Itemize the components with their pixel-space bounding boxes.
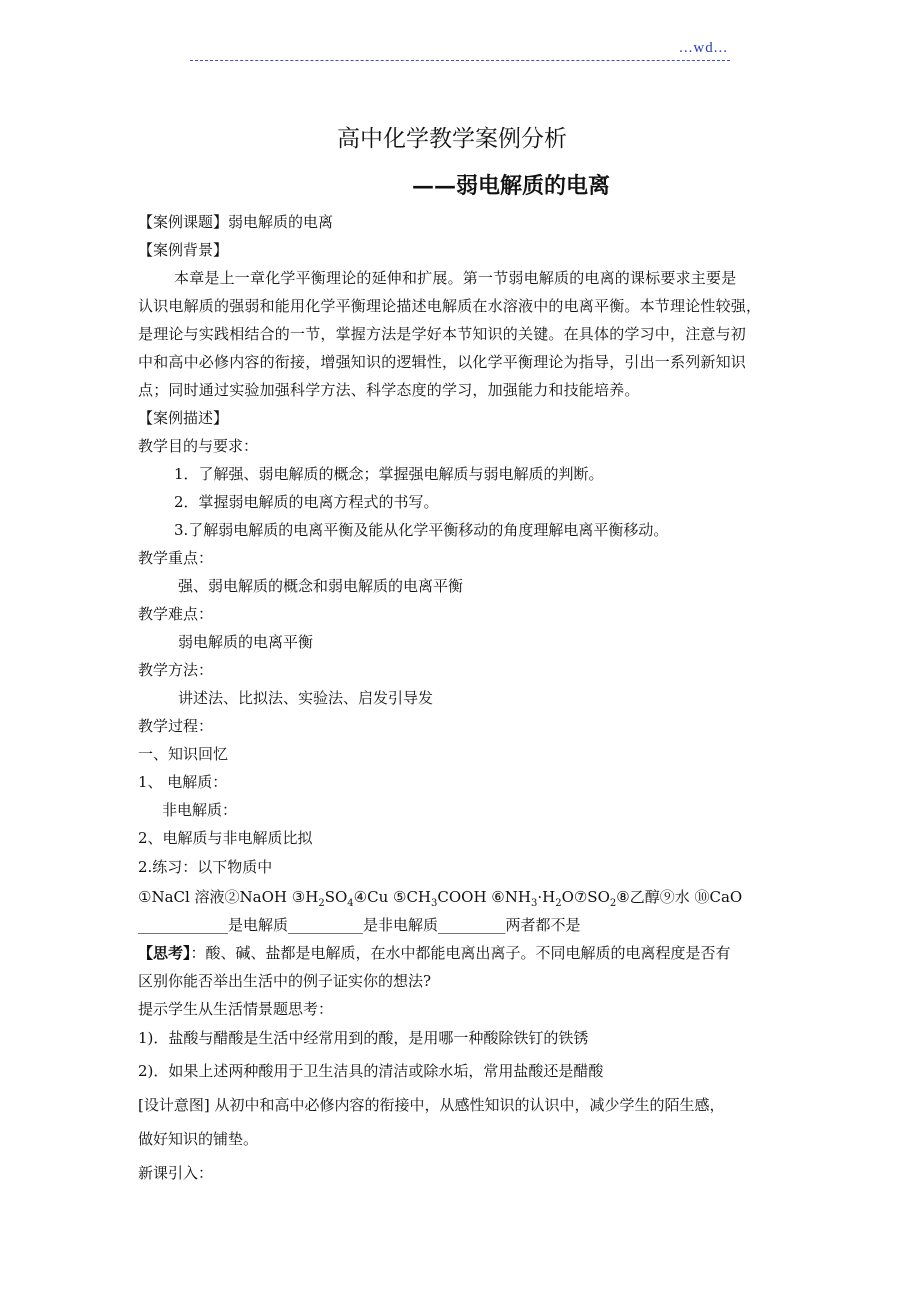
background-paragraph xyxy=(138,264,788,404)
difficulty-label: 教学难点： xyxy=(138,605,214,623)
paragraph-line: 本章是上一章化学平衡理论的延伸和扩展。第一节弱电解质的电离的课标要求主要是 xyxy=(174,269,737,287)
difficulty-value: 弱电解质的电离平衡 xyxy=(178,633,314,651)
design-intent: [设计意图] 从初中和高中必修内容的衔接中，从感性知识的认识中，减少学生的陌生感， xyxy=(138,1096,725,1114)
method-value: 讲述法、比拟法、实验法、启发引导发 xyxy=(178,689,434,707)
focus-label: 教学重点： xyxy=(138,549,214,567)
substance-text: SO xyxy=(324,888,348,906)
goal-item: 2．掌握弱电解质的电离方程式的书写。 xyxy=(174,493,439,511)
background-label: 【案例背景】 xyxy=(138,241,229,259)
question-item: 1)．盐酸与醋酸是生活中经常用到的酸，是用哪一种酸除铁钉的铁锈 xyxy=(138,1029,589,1047)
method-label: 教学方法： xyxy=(138,661,214,679)
practice-label: 2.练习：以下物质中 xyxy=(138,858,273,876)
goal-item: 3.了解弱电解质的电离平衡及能从化学平衡移动的角度理解电离平衡移动。 xyxy=(174,521,669,539)
design-intent: 做好知识的铺垫。 xyxy=(138,1130,259,1148)
subscript: 2 xyxy=(318,898,325,909)
list-item: 2、电解质与非电解质比拟 xyxy=(138,829,313,847)
goals-label: 教学目的与要求： xyxy=(138,437,259,455)
substance-list xyxy=(138,883,788,911)
substance-text: O⑦SO xyxy=(561,888,610,906)
new-lesson-label: 新课引入： xyxy=(138,1164,214,1182)
paragraph-line: 点；同时通过实验加强科学方法、科学态度的学习，加强能力和技能培养。 xyxy=(138,381,640,399)
substance-text: ①NaCl 溶液②NaOH ③H xyxy=(138,888,319,906)
paragraph-line: 是理论与实践相结合的一节，掌握方法是学好本节知识的关键。在具体的学习中，注意与初 xyxy=(138,325,747,343)
think-text: ：酸、碱、盐都是电解质，在水中都能电离出离子。不同电解质的电离程度是否有 xyxy=(190,944,731,962)
paragraph-line: 中和高中必修内容的衔接，增强知识的逻辑性，以化学平衡理论为指导，引出一系列新知识 xyxy=(138,353,747,371)
description-label: 【案例描述】 xyxy=(138,409,229,427)
header-mark: ...wd... xyxy=(679,40,728,56)
subscript: 2 xyxy=(555,898,562,909)
blank-line: ____________是电解质__________是非电解质_________两者都不是 xyxy=(138,916,581,934)
subscript: 4 xyxy=(347,898,354,909)
subscript: 2 xyxy=(609,898,617,909)
list-item: 1、 电解质： xyxy=(138,773,228,791)
question-item: 2)．如果上述两种酸用于卫生洁具的清洁或除水垢，常用盐酸还是醋酸 xyxy=(138,1062,604,1080)
substance-text: ·H xyxy=(537,888,556,906)
hint-line: 提示学生从生活情景题思考： xyxy=(138,1000,334,1018)
topic-line xyxy=(138,208,788,236)
focus-value: 强、弱电解质的概念和弱电解质的电离平衡 xyxy=(178,577,464,595)
list-item: 非电解质： xyxy=(162,801,238,819)
subscript: 3 xyxy=(431,898,438,909)
substance-text: COOH ⑥NH xyxy=(437,888,531,906)
think-line-2: 区别你能否举出生活中的例子证实你的想法? xyxy=(138,972,432,990)
page-subtitle: ——弱电解质的电离 xyxy=(412,173,611,199)
substance-text: ④Cu ⑤CH xyxy=(353,888,431,906)
paragraph-line: 认识电解质的强弱和能用化学平衡理论描述电解质在水溶液中的电离平衡。本节理论性较强， xyxy=(138,297,762,315)
think-label: 【思考】 xyxy=(138,944,191,962)
document-body xyxy=(138,208,788,1190)
section-heading: 一、知识回忆 xyxy=(138,745,229,763)
header-divider xyxy=(190,60,730,61)
goal-item: 1．了解强、弱电解质的概念；掌握强电解质与弱电解质的判断。 xyxy=(174,465,604,483)
process-label: 教学过程： xyxy=(138,717,214,735)
think-line xyxy=(138,939,788,967)
page-title: 高中化学教学案例分析 xyxy=(337,126,567,152)
substance-text: ⑧乙醇⑨水 ⑩CaO xyxy=(616,888,743,906)
subscript: 3 xyxy=(530,898,538,909)
topic-value: 弱电解质的电离 xyxy=(228,213,334,231)
topic-label: 【案例课题】 xyxy=(138,213,229,231)
